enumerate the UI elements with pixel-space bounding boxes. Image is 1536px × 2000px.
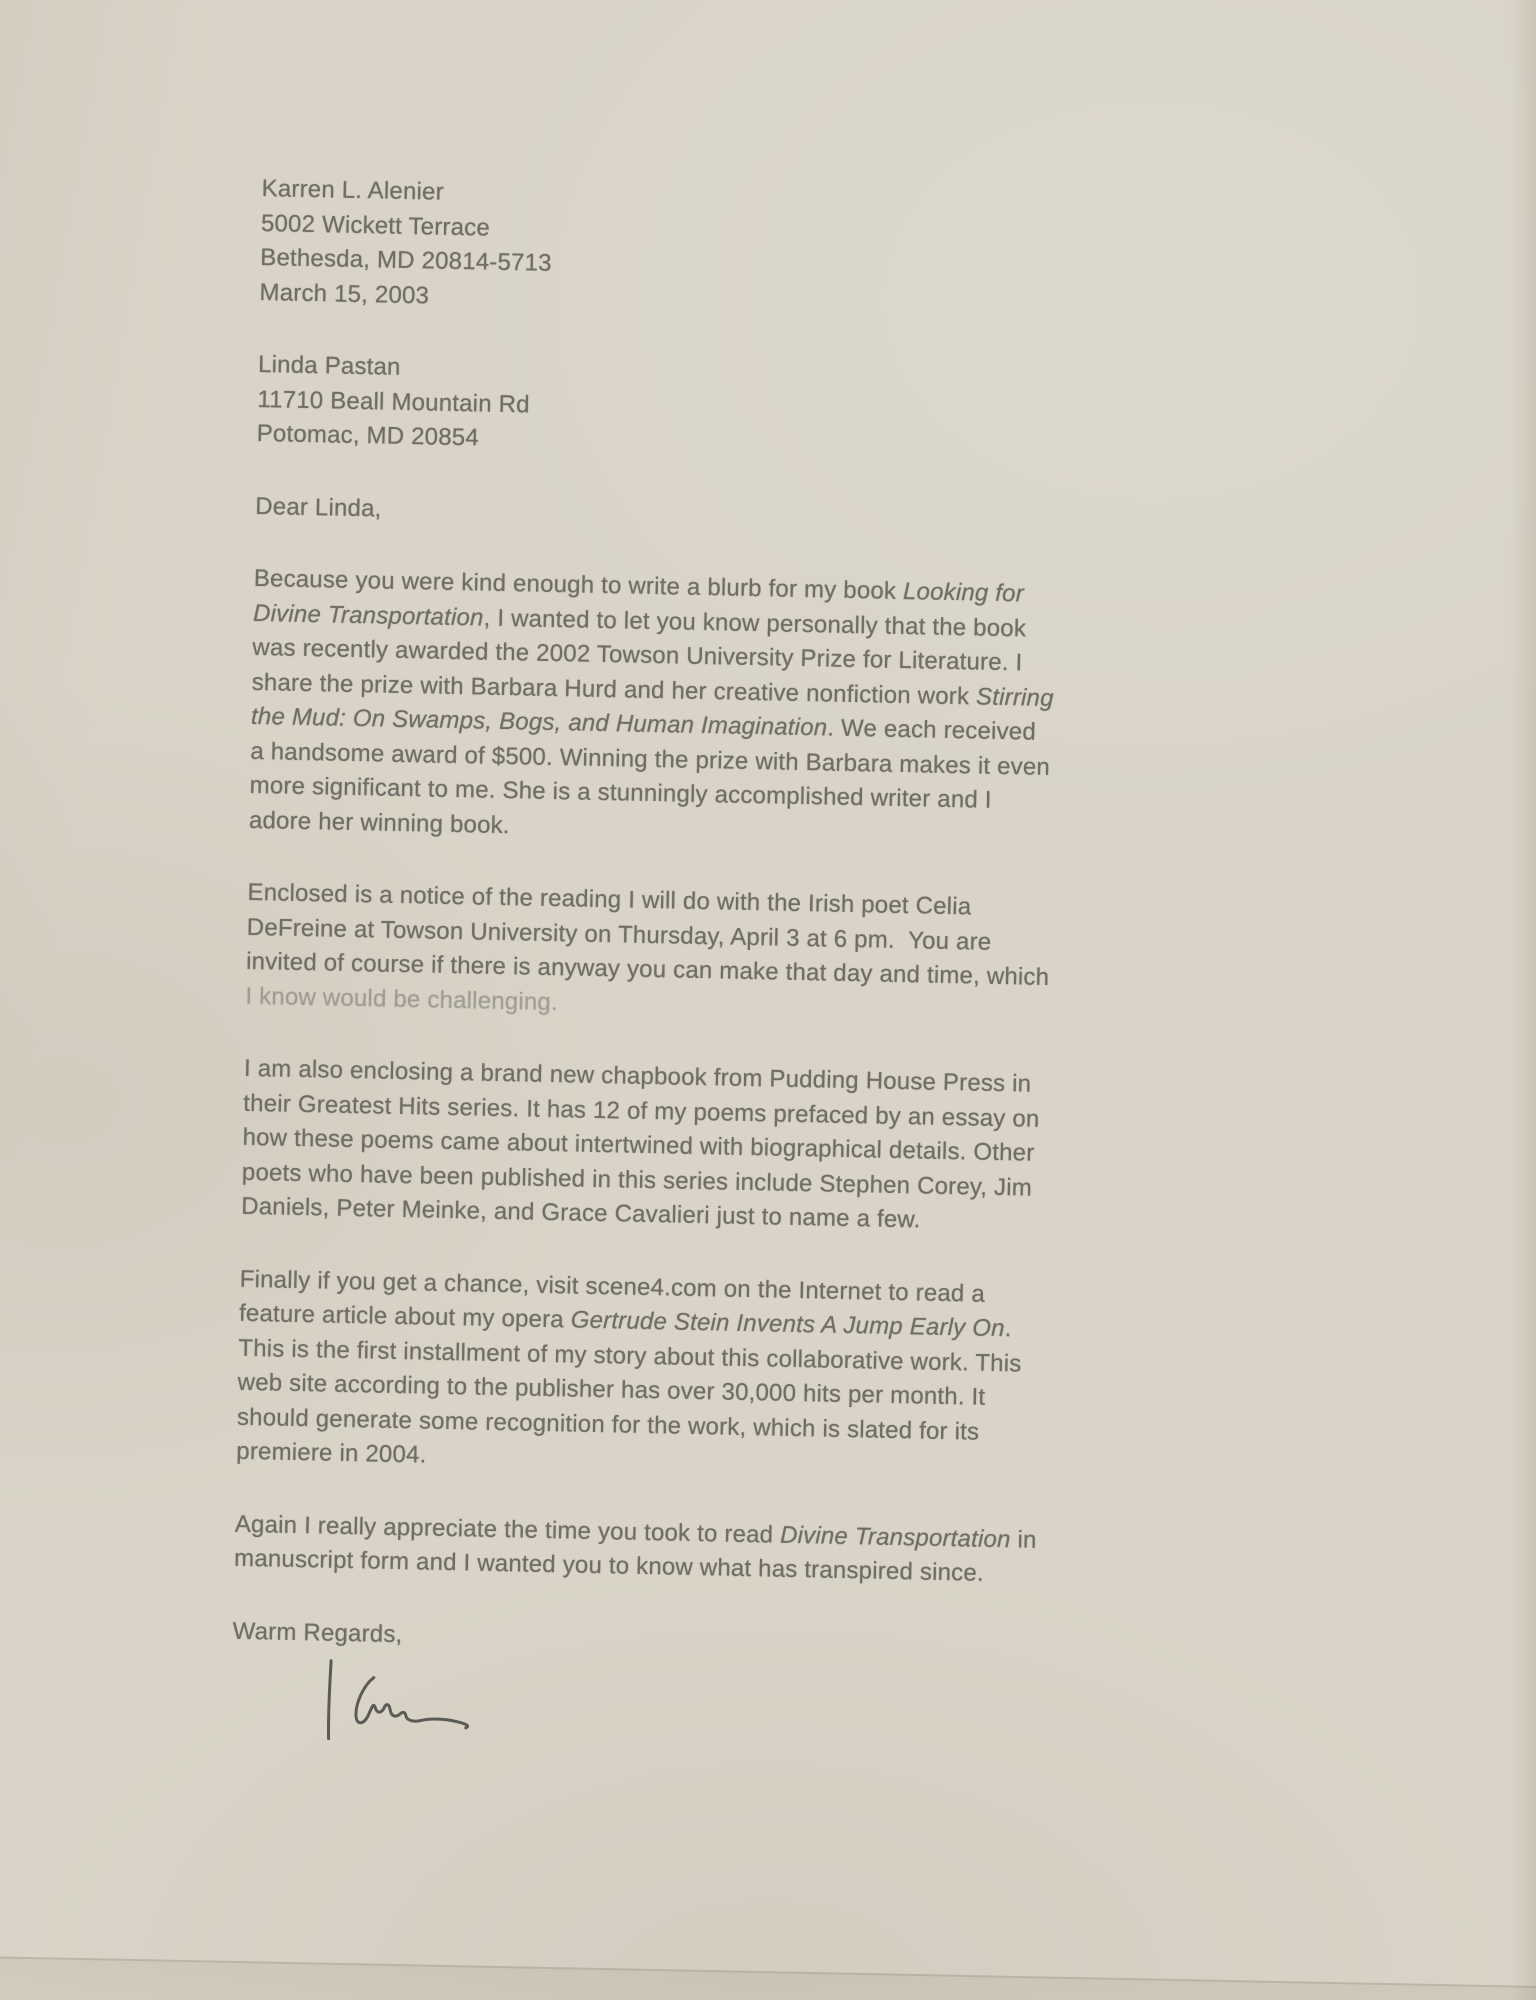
closing-line: Warm Regards, [232,1617,403,1648]
text-segment: Enclosed is a notice of the reading I will do with the Irish poet Celia [247,878,972,921]
italic-title-segment: the Mud: On Swamps, Bogs, and Human Imagination [250,702,828,742]
text-segment: Bethesda, MD 20814-5713 [260,243,552,277]
text-segment: premiere in 2004. [236,1437,427,1469]
text-segment: March 15, 2003 [259,278,430,309]
signature-scrawl-icon [316,1654,488,1757]
text-segment: Daniels, Peter Meinke, and Grace Cavalieri just to name a few. [240,1192,921,1234]
text-segment: how these poems came about intertwined with biographical details. Other [242,1123,1035,1167]
text-segment: feature article about my opera [238,1299,572,1334]
signature [316,1654,1172,1771]
text-segment: Finally if you get a chance, visit scene4.com on the Internet to read a [239,1265,986,1308]
text-segment: their Greatest Hits series. It has 12 of my poems prefaced by an essay on [243,1089,1040,1133]
paper-bottom-edge [0,1956,1536,2000]
italic-title-segment: Divine Transportation [252,599,484,632]
text-segment: , I wanted to let you know personally that the book [483,604,1027,642]
text-segment: manuscript form and I wanted you to know what has transpired since. [233,1544,985,1587]
italic-title-segment: Looking for [902,577,1025,608]
text-segment: I know would be challenging. [245,982,559,1016]
text-segment: in [1010,1525,1037,1554]
body-paragraph [236,1262,1180,1488]
italic-title-segment: Stirring [975,682,1054,712]
text-segment: DeFreine at Towson University on Thursday, April 3 at 6 pm. You are [246,913,992,956]
text-segment: share the prize with Barbara Hurd and her creative nonfiction work [251,668,977,710]
body-paragraph [245,876,1188,1033]
text-segment: Linda Pastan [257,350,401,381]
text-segment: . We each received [827,714,1037,746]
text-segment: Potomac, MD 20854 [256,419,480,452]
text-segment: should generate some recognition for the work, which is slated for its [236,1403,980,1446]
text-segment: Again I really appreciate the time you took to read [234,1510,781,1549]
paper-right-edge-shadow [1510,0,1536,2000]
text-segment: 11710 Beall Mountain Rd [257,385,531,418]
text-segment: Because you were kind enough to write a blurb for my book [253,564,904,605]
text-segment: invited of course if there is anyway you can make that day and time, which [245,947,1050,991]
body-paragraph [234,1507,1175,1595]
text-segment: a handsome award of $500. Winning the prize with Barbara makes it even [250,737,1051,781]
text-segment: more significant to me. She is a stunningly accomplished writer and I [249,771,992,814]
letter-body [234,562,1194,1595]
body-paragraph [241,1052,1184,1243]
text-segment: I am also enclosing a brand new chapbook from Pudding House Press in [243,1054,1032,1098]
sender-address-block [259,172,1202,329]
text-segment: was recently awarded the 2002 Towson University Prize for Literature. I [252,633,1023,677]
italic-title-segment: Divine Transportation [779,1521,1011,1553]
salutation-line: Dear Linda, [255,492,382,522]
letter-content [230,172,1202,1772]
text-segment: This is the first installment of my story about this collaborative work. This [238,1334,1022,1377]
salutation [255,489,1196,542]
body-paragraph [249,562,1194,857]
text-segment: web site according to the publisher has over 30,000 hits per month. It [237,1368,986,1411]
text-segment: adore her winning book. [248,806,510,839]
text-segment: 5002 Wickett Terrace [260,209,491,242]
italic-title-segment: Gertrude Stein Invents A Jump Early On [570,1306,1005,1343]
recipient-address-block [256,348,1198,470]
text-segment: . [1004,1315,1012,1343]
text-segment: poets who have been published in this series include Stephen Corey, Jim [241,1158,1033,1202]
text-segment: Karren L. Alenier [261,174,445,206]
